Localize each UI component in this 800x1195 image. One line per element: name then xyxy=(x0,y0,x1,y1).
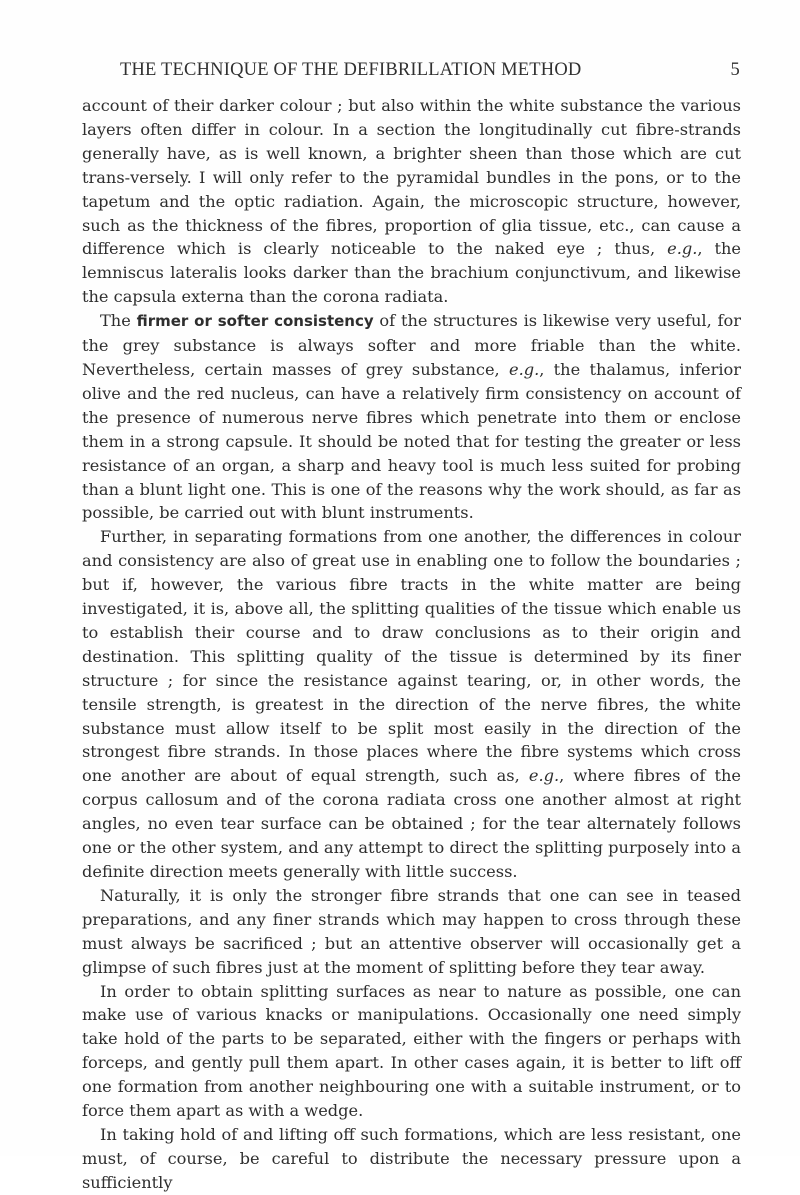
paragraph-6: In taking hold of and lifting off such formations, which are less resistant, one must, of course, be careful to distribute the necessary pressure upon a sufficiently xyxy=(82,1124,741,1192)
paragraph-2-text-a: The xyxy=(100,311,137,331)
paragraph-1-text-b: , the lemniscus lateralis looks darker than the brachium conjunctivum, and likewise the capsula externa than the corona radiata. xyxy=(82,239,741,307)
paragraph-1-italic-eg: e.g. xyxy=(667,239,698,259)
paragraph-3-italic-eg: e.g. xyxy=(528,766,560,786)
paragraph-2-bold-term: firmer or softer consistency xyxy=(136,312,374,331)
running-header-title: THE TECHNIQUE OF THE DEFIBRILLATION METHOD xyxy=(120,60,582,80)
paragraph-2-italic-eg: e.g. xyxy=(509,359,540,379)
paragraph-5: In order to obtain splitting surfaces as near to nature as possible, one can make use of various knacks or manipulations. Occasionally one need simply take hold of the parts to be separated, either with the fingers or perhaps with forceps, and gently pull them apart. In other cases again, it is better to lift off one formation from another neighbouring one with a suitable instrument, or to force them apart as with a wedge. xyxy=(82,981,741,1121)
paragraph-2-text-b: of the structures is likewise very useful, for the grey substance is always softer and more friable than the white. Nevertheless, certain masses of grey substance, xyxy=(82,311,742,379)
page-number: 5 xyxy=(730,60,740,80)
paragraph-1-text-a: account of their darker colour ; but also within the white substance the various layers often differ in colour. In a section the longitudinally cut fibre-strands generally have, as is well known, a brighter sheen than those which are cut trans-versely. I will only refer to the pyramidal bundles in the pons, or to the tapetum and the optic radiation. Again, the microscopic structure, however, such as the thickness of the fibres, proportion of glia tissue, etc., can cause a difference which is clearly noticeable to the naked eye ; thus, xyxy=(82,96,741,259)
paragraph-1 xyxy=(82,94,741,309)
paragraph-3-text-a: Further, in separating formations from one another, the differences in colour and consistency are also of great use in enabling one to follow the boundaries ; but if, however, the various fibre tracts in the white matter are being investigated, it is, above all, the splitting qualities of the tissue which enable us to establish their course and to draw conclusions as to their origin and destination. This splitting quality of the tissue is determined by its finer structure ; for since the resistance against tearing, or, in other words, the tensile strength, is greatest in the direction of the nerve fibres, the white substance must allow itself to be split most easily in the direction of the strongest fibre strands. In those places where the fibre systems which cross one another are about of equal strength, such as, xyxy=(82,527,741,786)
paragraph-2-text-c: , the thalamus, inferior olive and the red nucleus, can have a relatively firm consistency on account of the presence of numerous nerve fibres which penetrate into them or enclose them in a strong capsule. It should be noted that for testing the greater or less resistance of an organ, a sharp and heavy tool is much less suited for probing than a blunt light one. This is one of the reasons why the work should, as far as possible, be carried out with blunt instruments. xyxy=(82,359,741,523)
paragraph-3 xyxy=(82,525,741,884)
paragraph-4: Naturally, it is only the stronger fibre strands that one can see in teased preparations, and any finer strands which may happen to cross through these must always be sacrificed ; but an attentive observer will occasionally get a glimpse of such fibres just at the moment of splitting before they tear away. xyxy=(82,885,741,977)
body-text xyxy=(82,94,741,1195)
running-header xyxy=(120,60,740,90)
paragraph-2 xyxy=(82,309,741,525)
paragraph-3-text-b: , where fibres of the corpus callosum and of the corona radiata cross one another almost at right angles, no even tear surface can be obtained ; for the tear alternately follows one or the other system, and any attempt to direct the splitting purposely into a definite direction meets generally with little success. xyxy=(82,766,741,881)
